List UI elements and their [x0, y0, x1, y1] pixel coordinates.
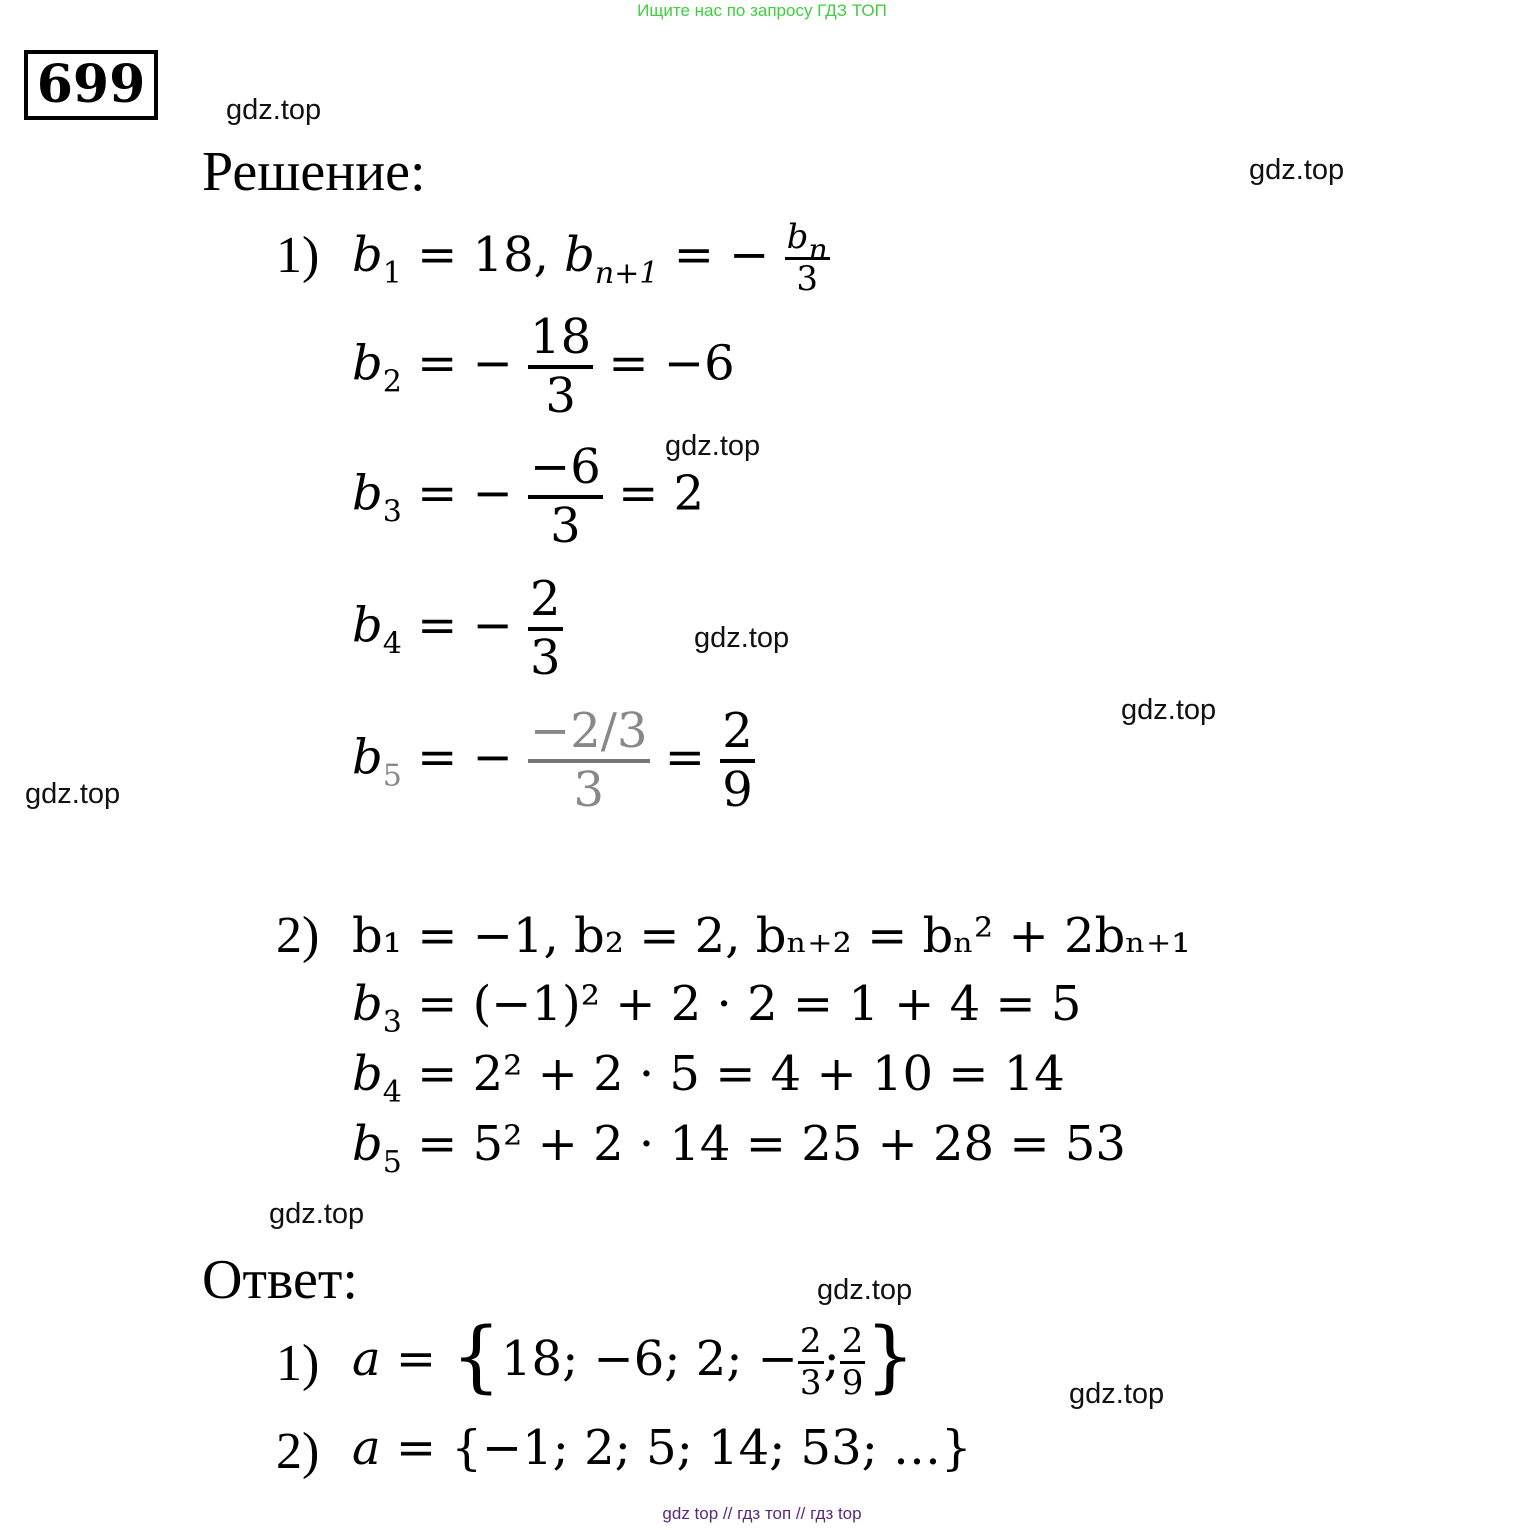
part1-given: $b_1 = 18$, $b_{n+1}$ = − $\frac{b_n}{3}$: [352, 217, 828, 300]
part1-b5: $b_5$ = − $\frac{-2/3}{3}$ = $\frac{2}{9}$: [352, 703, 753, 819]
part2-b3: $b_3 = (-1)^2 + 2 \cdot 2 = 1 + 4 = 5$: [352, 976, 1082, 1040]
part2-given: b₁ = −1, b₂ = 2, bₙ₊₂ = bₙ² + 2bₙ₊₁: [352, 908, 1191, 964]
watermark: gdz.top: [269, 1198, 365, 1230]
watermark: gdz.top: [665, 430, 761, 462]
solution-heading: Решение:: [202, 141, 426, 203]
watermark: gdz.top: [1121, 694, 1217, 726]
answer2-label: 2): [276, 1423, 320, 1480]
footer-links: gdz top // гдз топ // гдз top: [662, 1504, 862, 1523]
part2-b4: $b_4 = 2^2 + 2 \cdot 5 = 4 + 10 = 14$: [352, 1046, 1065, 1110]
watermark: gdz.top: [1249, 154, 1345, 186]
answer2: a = {−1; 2; 5; 14; 53; …}: [352, 1420, 972, 1476]
watermark: gdz.top: [25, 778, 121, 810]
answer1-label: 1): [276, 1335, 320, 1392]
search-banner: Ищите нас по запросу ГДЗ ТОП: [637, 1, 887, 20]
part1-b3: $b_3$ = − $\frac{-6}{3}$ = 2: [352, 439, 705, 555]
answer1: a = {18; −6; 2; − $\frac{2}{3}$ ; $\frac{2}{9}$ }: [352, 1312, 915, 1403]
part1-b2: $b_2$ = − $\frac{18}{3}$ = −6: [352, 309, 735, 425]
watermark: gdz.top: [226, 94, 322, 126]
problem-number: 699: [24, 50, 158, 120]
watermark: gdz.top: [694, 622, 790, 654]
part1-label: 1): [276, 227, 320, 284]
part2-b5: $b_5 = 5^2 + 2 \cdot 14 = 25 + 28 = 53$: [352, 1116, 1126, 1180]
watermark: gdz.top: [1069, 1378, 1165, 1410]
rule-fraction: $\frac{b_n}{3}$: [786, 217, 828, 300]
part1-b4: $b_4$ = − $\frac{2}{3}$: [352, 571, 561, 687]
watermark: gdz.top: [817, 1274, 913, 1306]
part2-label: 2): [276, 907, 320, 964]
answer-heading: Ответ:: [202, 1249, 358, 1311]
